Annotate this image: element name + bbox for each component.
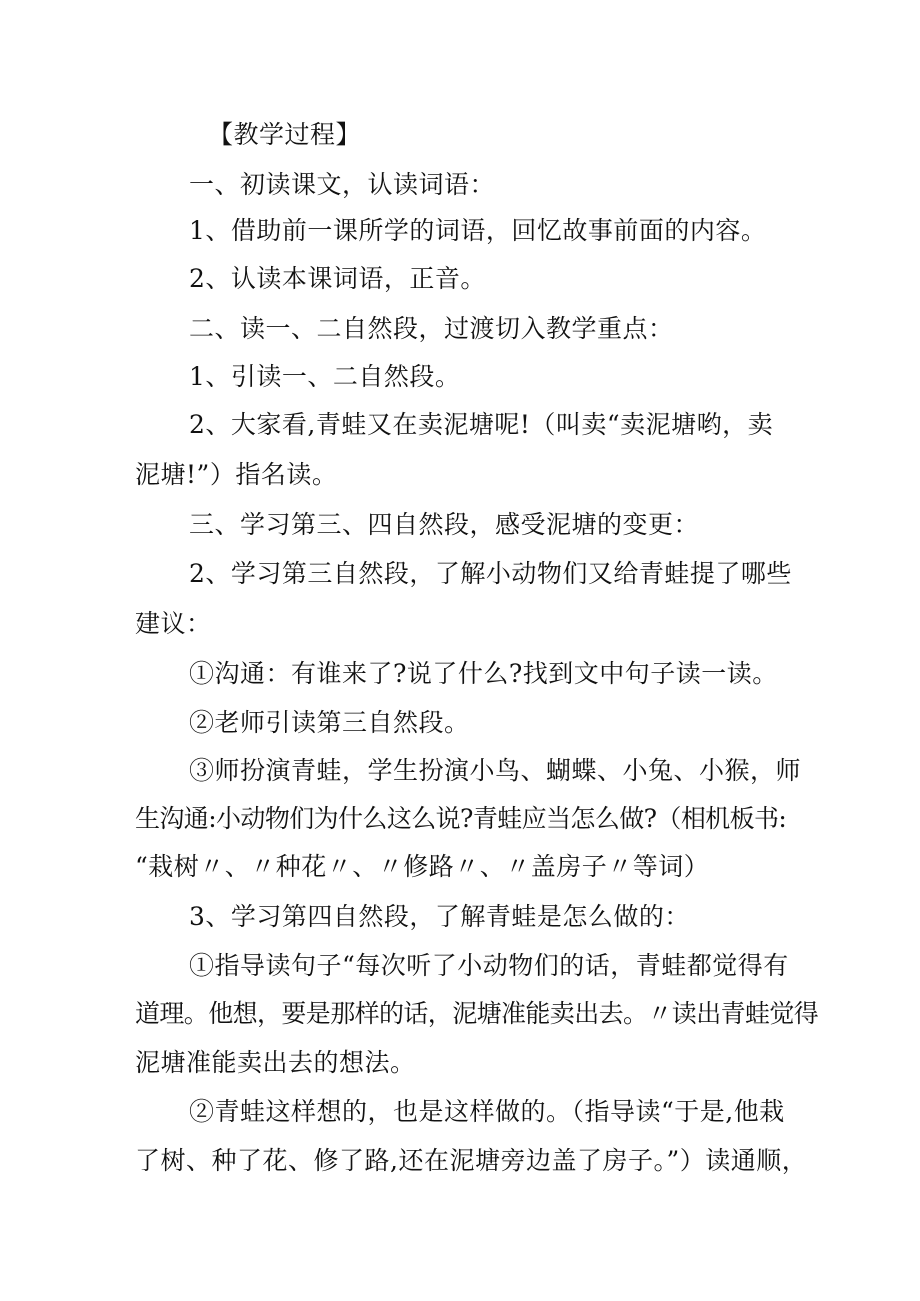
paragraph-line: 3、学习第四自然段，了解青蛙是怎么做的： [189,902,690,931]
paragraph-continuation: 泥塘准能卖出去的想法。 [135,1048,416,1077]
section-2-title: 二、读一、二自然段，过渡切入教学重点： [189,314,674,343]
paragraph-continuation: 生沟通:小动物们为什么这么说?青蛙应当怎么做?（相机板书: [135,804,787,833]
paragraph-line: 2、大家看,青蛙又在卖泥塘呢!（叫卖“卖泥塘哟，卖 [189,410,774,439]
paragraph-line: ②青蛙这样想的，也是这样做的。（指导读“于是,他栽 [189,1097,785,1126]
paragraph-line: 2、认读本课词语，正音。 [189,264,486,293]
paragraph-line: ①沟通：有谁来了?说了什么?找到文中句子读一读。 [189,659,778,688]
paragraph-continuation: 泥塘!”）指名读。 [135,460,338,489]
paragraph-line: 1、借助前一课所学的词语，回忆故事前面的内容。 [189,216,767,245]
paragraph-line: ②老师引读第三自然段。 [189,708,470,737]
paragraph-continuation: 建议： [135,609,212,638]
paragraph-continuation: 了树、种了花、修了路,还在泥塘旁边盖了房子。”）读通顺， [135,1146,808,1175]
paragraph-continuation: “栽树〃、〃种花〃、〃修路〃、〃盖房子〃等词） [135,852,710,881]
paragraph-continuation: 道理。他想，要是那样的话，泥塘准能卖出去。〃读出青蛙觉得 [135,999,819,1028]
heading-teaching-process: 【教学过程】 [208,120,362,149]
section-3-title: 三、学习第三、四自然段，感受泥塘的变更： [189,510,700,539]
paragraph-line: 2、学习第三自然段，了解小动物们又给青蛙提了哪些 [189,559,792,588]
paragraph-line: ①指导读句子“每次听了小动物们的话，青蛙都觉得有 [189,951,789,980]
section-1-title: 一、初读课文，认读词语： [189,170,496,199]
paragraph-line: ③师扮演青蛙，学生扮演小鸟、蝴蝶、小兔、小猴，师 [189,756,802,785]
paragraph-line: 1、引读一、二自然段。 [189,362,461,391]
